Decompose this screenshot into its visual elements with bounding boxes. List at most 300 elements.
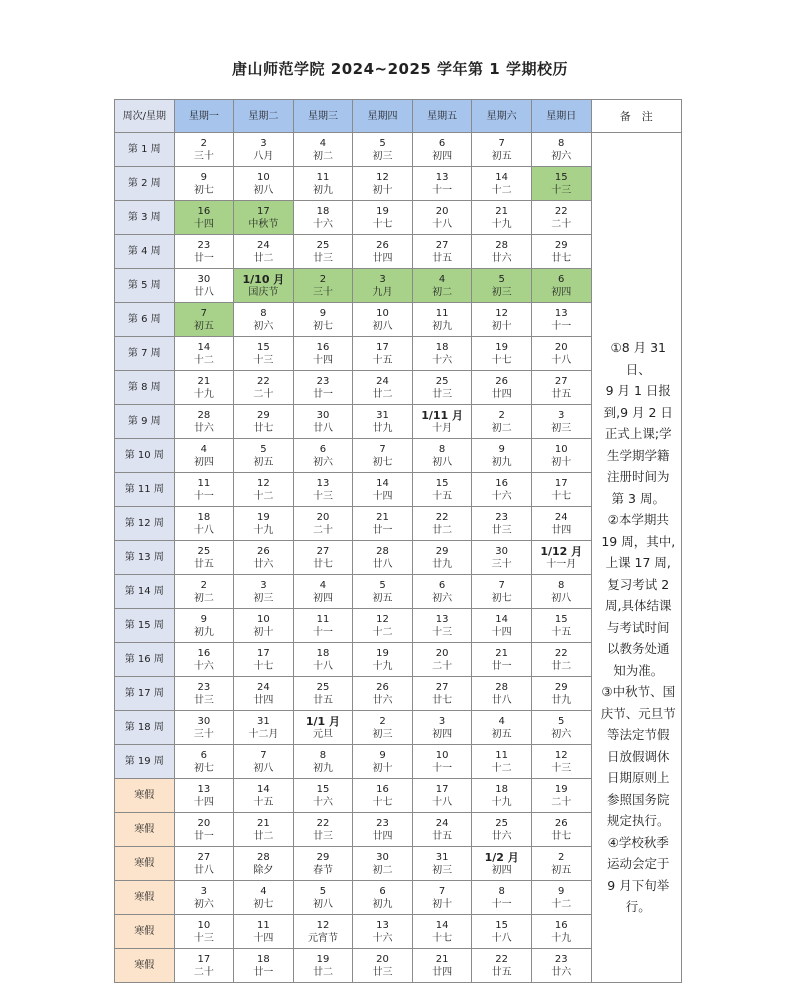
date-cell [353, 405, 413, 439]
date-cell [531, 711, 591, 745]
date-cell [353, 915, 413, 949]
date-number: 23 [197, 681, 211, 693]
lunar-date: 十二 [193, 354, 214, 366]
date-number: 19 [257, 511, 270, 523]
week-label: 第 16 周 [115, 643, 175, 677]
lunar-date: 廿七 [432, 694, 453, 706]
lunar-date: 初三 [372, 728, 393, 740]
date-cell [293, 915, 353, 949]
lunar-date: 初九 [312, 184, 333, 196]
lunar-date: 十七 [372, 796, 393, 808]
note-line: 生学期学籍 [606, 447, 670, 463]
date-cell [353, 371, 413, 405]
date-cell [353, 881, 413, 915]
date-cell [412, 201, 472, 235]
lunar-date: 十一月 [546, 558, 577, 570]
lunar-date: 十月 [432, 422, 453, 434]
date-number: 5 [260, 443, 267, 455]
lunar-date: 廿八 [193, 864, 214, 876]
note-line: 正式上课;学 [604, 426, 672, 442]
holiday-date-cell [293, 269, 353, 303]
date-cell [353, 711, 413, 745]
lunar-date: 中秋节 [248, 218, 279, 230]
date-number: 14 [495, 171, 509, 183]
date-number: 12 [554, 749, 568, 761]
date-cell [531, 881, 591, 915]
date-cell [293, 201, 353, 235]
lunar-date: 十七 [253, 660, 274, 672]
date-cell [472, 201, 532, 235]
date-cell [174, 813, 234, 847]
date-number: 28 [197, 409, 211, 421]
note-line: 19 周，其中, [601, 533, 676, 549]
lunar-date: 初六 [253, 320, 274, 332]
date-number: 13 [197, 783, 211, 795]
lunar-date: 廿六 [491, 252, 512, 264]
date-cell [412, 541, 472, 575]
date-number: 6 [200, 749, 208, 761]
date-number: 11 [257, 919, 270, 931]
lunar-date: 十四 [193, 218, 214, 230]
date-number: 23 [316, 375, 330, 387]
date-number: 23 [495, 511, 509, 523]
lunar-date: 十二月 [248, 728, 279, 740]
lunar-date: 廿一 [193, 830, 214, 842]
date-cell [293, 813, 353, 847]
page-title: 唐山师范学院 2024~2025 学年第 1 学期校历 [232, 60, 568, 78]
date-number: 21 [435, 953, 449, 965]
lunar-date: 初八 [372, 320, 393, 332]
date-number: 16 [376, 783, 389, 795]
date-cell [174, 507, 234, 541]
lunar-date: 廿一 [312, 388, 333, 400]
lunar-date: 初七 [312, 320, 333, 332]
lunar-date: 初八 [253, 762, 274, 774]
lunar-date: 十二 [551, 898, 572, 910]
lunar-date: 十六 [432, 354, 453, 366]
date-number: 22 [257, 375, 270, 387]
date-cell [353, 745, 413, 779]
date-number: 12 [376, 171, 389, 183]
date-cell [412, 915, 472, 949]
note-line: ②本学期共 [607, 512, 669, 528]
date-number: 8 [558, 137, 565, 149]
holiday-date-cell [531, 269, 591, 303]
date-number: 6 [319, 443, 327, 455]
lunar-date: 三十 [312, 286, 333, 298]
lunar-date: 初二 [491, 422, 512, 434]
date-cell [531, 405, 591, 439]
date-cell [234, 303, 294, 337]
lunar-date: 初三 [491, 286, 512, 298]
date-cell [293, 473, 353, 507]
lunar-date: 初五 [253, 456, 274, 468]
lunar-date: 初四 [312, 592, 333, 604]
winter-break-label: 寒假 [115, 949, 175, 983]
date-number: 10 [376, 307, 389, 319]
lunar-date: 廿五 [551, 388, 572, 400]
date-number: 16 [197, 205, 211, 217]
lunar-date: 初九 [193, 626, 214, 638]
date-number: 5 [498, 273, 505, 285]
date-number: 9 [200, 613, 208, 625]
date-number: 16 [554, 919, 568, 931]
date-cell [234, 677, 294, 711]
date-number: 18 [257, 953, 270, 965]
date-cell [531, 915, 591, 949]
date-cell [531, 473, 591, 507]
lunar-date: 廿二 [551, 660, 572, 672]
date-number: 17 [257, 647, 270, 659]
lunar-date: 初六 [312, 456, 333, 468]
lunar-date: 十六 [491, 490, 512, 502]
lunar-date: 初二 [193, 592, 214, 604]
date-cell [174, 609, 234, 643]
lunar-date: 廿三 [432, 388, 453, 400]
lunar-date: 三十 [193, 728, 214, 740]
date-number: 11 [316, 171, 330, 183]
date-number: 15 [554, 171, 568, 183]
date-cell [353, 167, 413, 201]
date-cell [293, 167, 353, 201]
date-number: 3 [260, 579, 267, 591]
lunar-date: 廿八 [312, 422, 333, 434]
date-number: 11 [435, 307, 449, 319]
lunar-date: 廿八 [193, 286, 214, 298]
lunar-date: 十九 [491, 218, 512, 230]
date-number: 24 [257, 681, 270, 693]
date-number: 25 [435, 375, 449, 387]
date-number: 16 [316, 341, 330, 353]
date-cell [412, 677, 472, 711]
lunar-date: 初十 [432, 898, 453, 910]
date-cell [531, 201, 591, 235]
date-number: 9 [200, 171, 208, 183]
date-number: 3 [438, 715, 446, 727]
week-label: 第 12 周 [115, 507, 175, 541]
lunar-date: 初七 [193, 762, 214, 774]
date-cell [353, 779, 413, 813]
date-cell [472, 949, 532, 983]
lunar-date: 十五 [253, 796, 274, 808]
date-number: 24 [376, 375, 389, 387]
date-number: 31 [257, 715, 270, 727]
date-cell [412, 303, 472, 337]
date-number: 9 [558, 885, 565, 897]
week-label: 第 8 周 [115, 371, 175, 405]
lunar-date: 初九 [312, 762, 333, 774]
lunar-date: 十五 [432, 490, 453, 502]
lunar-date: 廿九 [372, 422, 393, 434]
lunar-date: 廿五 [193, 558, 214, 570]
date-number: 30 [495, 545, 509, 557]
note-line: 庆节、元旦节 [600, 705, 676, 721]
date-number: 3 [260, 137, 267, 149]
date-number: 4 [498, 715, 505, 727]
date-number: 6 [438, 137, 446, 149]
date-number: 14 [376, 477, 389, 489]
lunar-date: 廿一 [253, 966, 274, 978]
date-number: 6 [438, 579, 446, 591]
date-number: 7 [379, 443, 386, 455]
lunar-date: 十三 [551, 762, 572, 774]
date-number: 15 [554, 613, 568, 625]
date-cell [531, 779, 591, 813]
date-number: 20 [197, 817, 211, 829]
date-cell [472, 439, 532, 473]
lunar-date: 初九 [372, 898, 393, 910]
lunar-date: 廿六 [193, 422, 214, 434]
date-cell [353, 575, 413, 609]
date-cell [531, 235, 591, 269]
day-header: 星期二 [234, 100, 294, 133]
lunar-date: 初六 [193, 898, 214, 910]
date-cell [412, 609, 472, 643]
week-label: 第 17 周 [115, 677, 175, 711]
date-cell [353, 677, 413, 711]
note-line: 日放假调休 [606, 748, 670, 764]
date-number: 22 [316, 817, 330, 829]
header-row [115, 100, 682, 133]
date-cell [234, 711, 294, 745]
lunar-date: 十八 [491, 932, 512, 944]
date-cell [531, 371, 591, 405]
date-number: 2 [200, 137, 208, 149]
note-line: 行。 [625, 899, 651, 915]
date-cell [174, 235, 234, 269]
date-cell [412, 337, 472, 371]
date-number: 29 [316, 851, 330, 863]
date-number: 7 [260, 749, 267, 761]
date-cell [531, 643, 591, 677]
lunar-date: 廿一 [372, 524, 393, 536]
date-number: 12 [376, 613, 389, 625]
date-number: 17 [257, 205, 270, 217]
lunar-date: 八月 [253, 150, 274, 162]
lunar-date: 初六 [551, 728, 572, 740]
date-cell [174, 133, 234, 167]
date-number: 30 [197, 715, 211, 727]
date-cell [174, 915, 234, 949]
date-cell [531, 609, 591, 643]
week-label: 第 14 周 [115, 575, 175, 609]
day-header: 星期三 [293, 100, 353, 133]
date-cell [472, 507, 532, 541]
week-label: 第 6 周 [115, 303, 175, 337]
date-cell [353, 303, 413, 337]
lunar-date: 二十 [551, 218, 572, 230]
lunar-date: 廿五 [312, 694, 333, 706]
lunar-date: 十六 [312, 218, 333, 230]
date-number: 8 [319, 749, 327, 761]
date-cell [412, 405, 472, 439]
date-number: 24 [257, 239, 270, 251]
date-number: 18 [495, 783, 509, 795]
date-number: 20 [554, 341, 568, 353]
lunar-date: 廿六 [491, 830, 512, 842]
lunar-date: 十二 [491, 762, 512, 774]
lunar-date: 廿九 [432, 558, 453, 570]
date-number: 1/2 月 [484, 850, 519, 864]
date-cell [412, 847, 472, 881]
lunar-date: 十三 [253, 354, 274, 366]
date-cell [293, 881, 353, 915]
holiday-date-cell [412, 269, 472, 303]
date-number: 15 [257, 341, 270, 353]
date-number: 6 [558, 273, 565, 285]
lunar-date: 春节 [312, 864, 333, 876]
lunar-date: 十三 [193, 932, 214, 944]
date-number: 31 [376, 409, 389, 421]
lunar-date: 廿三 [372, 966, 393, 978]
lunar-date: 廿七 [551, 252, 572, 264]
date-cell [174, 949, 234, 983]
date-cell [472, 847, 532, 881]
date-cell [472, 813, 532, 847]
winter-break-label: 寒假 [115, 813, 175, 847]
lunar-date: 初五 [551, 864, 572, 876]
date-number: 26 [376, 239, 389, 251]
lunar-date: 十七 [551, 490, 572, 502]
date-number: 18 [316, 647, 330, 659]
note-line: 周,具体结课 [605, 598, 672, 614]
lunar-date: 初十 [491, 320, 512, 332]
lunar-date: 十九 [551, 932, 572, 944]
date-cell [234, 167, 294, 201]
note-line: 知为准。 [613, 662, 664, 678]
lunar-date: 初三 [253, 592, 274, 604]
lunar-date: 二十 [193, 966, 214, 978]
lunar-date: 十三 [551, 184, 572, 196]
date-number: 21 [257, 817, 270, 829]
date-cell [353, 813, 413, 847]
date-cell [234, 133, 294, 167]
date-cell [472, 405, 532, 439]
lunar-date: 十七 [372, 218, 393, 230]
date-cell [472, 881, 532, 915]
lunar-date: 廿二 [253, 252, 274, 264]
date-cell [353, 541, 413, 575]
date-cell [531, 677, 591, 711]
note-line: 参照国务院 [606, 791, 670, 807]
lunar-date: 初三 [551, 422, 572, 434]
lunar-date: 廿三 [193, 694, 214, 706]
date-number: 20 [376, 953, 389, 965]
date-number: 5 [558, 715, 565, 727]
date-number: 16 [197, 647, 211, 659]
date-number: 10 [257, 171, 270, 183]
date-cell [293, 949, 353, 983]
lunar-date: 初九 [432, 320, 453, 332]
date-number: 15 [435, 477, 449, 489]
lunar-date: 廿三 [491, 524, 512, 536]
date-cell [234, 439, 294, 473]
date-cell [234, 779, 294, 813]
week-label: 第 2 周 [115, 167, 175, 201]
winter-break-label: 寒假 [115, 779, 175, 813]
lunar-date: 十六 [193, 660, 214, 672]
date-number: 5 [379, 137, 386, 149]
date-cell [472, 609, 532, 643]
date-cell [531, 541, 591, 575]
lunar-date: 廿三 [312, 830, 333, 842]
note-line: 等法定节假 [606, 727, 670, 743]
note-line: 9 月下旬举 [607, 877, 670, 893]
date-number: 20 [435, 205, 449, 217]
date-number: 10 [435, 749, 449, 761]
lunar-date: 十九 [193, 388, 214, 400]
lunar-date: 廿四 [491, 388, 512, 400]
date-cell [353, 847, 413, 881]
date-number: 13 [376, 919, 389, 931]
date-number: 11 [495, 749, 509, 761]
lunar-date: 十五 [551, 626, 572, 638]
lunar-date: 廿七 [253, 422, 274, 434]
date-cell [472, 167, 532, 201]
note-line: 以教务处通 [606, 641, 670, 657]
date-cell [293, 575, 353, 609]
date-number: 22 [554, 647, 568, 659]
lunar-date: 初四 [432, 728, 453, 740]
date-number: 14 [495, 613, 509, 625]
date-number: 29 [554, 681, 568, 693]
date-cell [174, 677, 234, 711]
lunar-date: 初四 [432, 150, 453, 162]
date-number: 4 [438, 273, 446, 285]
date-cell [472, 575, 532, 609]
lunar-date: 元宵节 [307, 932, 338, 944]
week-label: 第 13 周 [115, 541, 175, 575]
lunar-date: 十六 [372, 932, 393, 944]
date-number: 2 [319, 273, 327, 285]
date-number: 8 [498, 885, 505, 897]
date-number: 19 [554, 783, 568, 795]
date-number: 13 [435, 171, 449, 183]
week-label: 第 9 周 [115, 405, 175, 439]
day-header: 星期日 [531, 100, 591, 133]
date-cell [531, 949, 591, 983]
lunar-date: 初五 [491, 728, 512, 740]
date-number: 23 [376, 817, 389, 829]
date-number: 4 [260, 885, 267, 897]
lunar-date: 廿四 [372, 830, 393, 842]
day-header: 星期一 [174, 100, 234, 133]
lunar-date: 初五 [372, 592, 393, 604]
date-number: 30 [376, 851, 389, 863]
date-number: 9 [319, 307, 327, 319]
date-number: 2 [379, 715, 386, 727]
lunar-date: 十九 [372, 660, 393, 672]
note-line: 注册时间为 [606, 469, 670, 485]
note-line: 日期原则上 [606, 770, 670, 786]
date-cell [234, 575, 294, 609]
date-cell [353, 133, 413, 167]
lunar-date: 廿二 [372, 388, 393, 400]
date-number: 9 [498, 443, 505, 455]
date-cell [234, 643, 294, 677]
date-number: 6 [379, 885, 386, 897]
date-number: 27 [435, 681, 449, 693]
lunar-date: 十八 [432, 218, 453, 230]
date-cell [472, 711, 532, 745]
lunar-date: 二十 [253, 388, 274, 400]
week-label: 第 10 周 [115, 439, 175, 473]
date-cell [531, 745, 591, 779]
lunar-date: 廿五 [432, 252, 453, 264]
lunar-date: 初二 [432, 286, 453, 298]
date-cell [174, 439, 234, 473]
lunar-date: 三十 [193, 150, 214, 162]
